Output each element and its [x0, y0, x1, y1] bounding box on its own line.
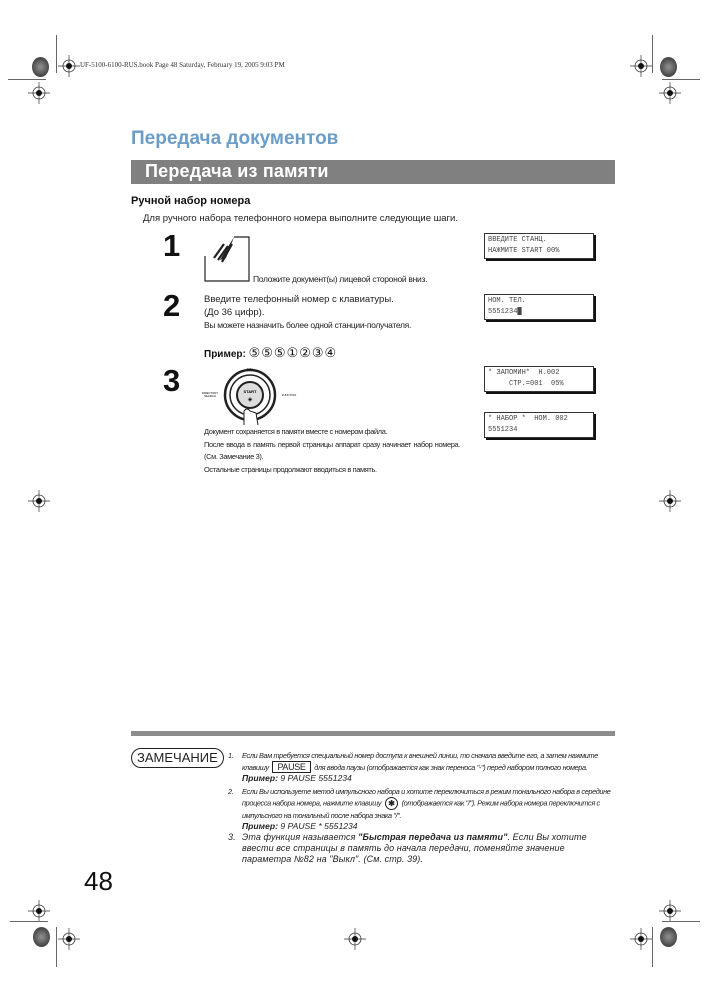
note-example — [242, 773, 616, 784]
lcd-line: ВВЕДИТЕ СТАНЦ. — [488, 236, 547, 244]
lcd-display — [484, 233, 594, 259]
section-title: Передача документов — [131, 128, 339, 149]
star-key-icon: ✱ — [385, 797, 398, 810]
lcd-display — [484, 366, 594, 392]
registration-mark-icon — [28, 900, 50, 922]
pause-key-icon: PAUSE — [272, 761, 310, 773]
registration-disc-icon — [33, 927, 50, 947]
lcd-line: 5551234 — [488, 426, 518, 434]
note-example — [242, 821, 616, 832]
svg-text:SEARCH: SEARCH — [204, 394, 216, 398]
note-item — [228, 832, 616, 865]
lcd-line: 5551234█ — [488, 308, 522, 316]
document-feed-icon — [204, 236, 250, 282]
example-label: Пример: — [242, 821, 278, 831]
note-item — [228, 786, 616, 832]
registration-mark-icon — [28, 82, 50, 104]
note-text: Если Вы используете метод импульсного набора и хотите переключиться в режим тонального набора в середине процесса набора номера, нажмите клавишу — [242, 787, 611, 808]
instruction-line: Документ сохраняется в памяти вместе с номером файла. — [204, 427, 388, 436]
page-number: 48 — [84, 866, 113, 896]
divider — [131, 731, 615, 736]
registration-mark-icon — [28, 490, 50, 512]
note-text: (отображается как "/"). Режим набора номера переключится с импульсного на тональный после набора знака "/". — [242, 798, 600, 820]
lcd-line: СТР.=001 05% — [488, 380, 564, 388]
note-text: Эта функция называется — [242, 832, 356, 842]
registration-mark-icon — [659, 900, 681, 922]
lcd-line: НАЖМИТЕ START 00% — [488, 247, 560, 255]
step-3-instruction — [204, 426, 460, 476]
lcd-display — [484, 294, 594, 320]
step-1-instruction: Положите документ(ы) лицевой стороной вниз. — [253, 274, 428, 284]
svg-text:START: START — [243, 389, 257, 394]
svg-text:DIAL: DIAL — [246, 367, 254, 371]
svg-text:◈: ◈ — [247, 397, 253, 403]
note-text: для ввода паузы (отображается как знак переноса "-") перед набором полного номера. — [314, 763, 588, 772]
start-button-icon — [200, 367, 300, 425]
print-header: UF-5100-6100-RUS.book Page 48 Saturday, February 19, 2005 9:03 PM — [80, 61, 285, 69]
lcd-line: НОМ. ТЕЛ. — [488, 297, 526, 305]
registration-disc-icon — [660, 57, 677, 77]
instruction-line: Введите телефонный номер с клавиатуры. — [204, 294, 394, 305]
registration-mark-icon — [58, 55, 80, 77]
svg-text:DIRECTORY: DIRECTORY — [201, 391, 219, 395]
example-keys — [204, 345, 337, 361]
procedure-intro: Для ручного набора телефонного номера выполните следующие шаги. — [143, 213, 458, 224]
registration-disc-icon — [32, 57, 49, 77]
step-2-instruction — [204, 294, 411, 332]
example-value: 9 PAUSE * 5551234 — [280, 821, 358, 831]
example-key-sequence: ⑤⑤⑤①②③④ — [248, 345, 338, 360]
note-list — [228, 750, 616, 865]
subsection-title: Передача из памяти — [145, 161, 329, 181]
lcd-line: * НАБОР * НОМ. 002 — [488, 415, 568, 423]
lcd-display — [484, 412, 594, 438]
instruction-line: После ввода в память первой страницы аппарат сразу начинает набор номера. (См. Замечание 3). — [204, 439, 460, 461]
registration-mark-icon — [630, 55, 652, 77]
note-badge: ЗАМЕЧАНИЕ — [131, 748, 224, 768]
registration-mark-icon — [344, 928, 366, 950]
example-value: 9 PAUSE 5551234 — [280, 773, 352, 783]
registration-mark-icon — [659, 82, 681, 104]
registration-mark-icon — [659, 490, 681, 512]
subsection-header — [131, 160, 615, 184]
instruction-line: Вы можете назначить более одной станции-получателя. — [204, 320, 412, 330]
note-item — [228, 750, 616, 784]
procedure-heading: Ручной набор номера — [131, 195, 251, 207]
svg-text:FUNCTION: FUNCTION — [281, 393, 297, 397]
note-number: 2. — [228, 787, 234, 796]
note-number: 1. — [228, 751, 234, 760]
example-label: Пример: — [204, 349, 246, 360]
registration-disc-icon — [660, 927, 677, 947]
note-number: 3. — [228, 832, 236, 842]
note-emphasis: "Быстрая передача из памяти" — [358, 832, 508, 842]
note-text: Если Вам требуется специальный номер доступа к внешней линии, то сначала введите его, а затем нажмите клавишу — [242, 751, 598, 772]
step-number: 3 — [163, 363, 181, 398]
step-number: 1 — [163, 228, 181, 263]
instruction-line: (До 36 цифр). — [204, 306, 265, 318]
registration-mark-icon — [630, 928, 652, 950]
lcd-line: * ЗАПОМИН* Н.002 — [488, 369, 560, 377]
registration-mark-icon — [58, 928, 80, 950]
example-label: Пример: — [242, 773, 278, 783]
step-number: 2 — [163, 288, 181, 323]
note-text: . Если Вы хотите ввести все страницы в память до начала передачи, поменяйте значение параметра №82 на "Выкл". (См. стр. 39). — [242, 832, 587, 864]
instruction-line: Остальные страницы продолжают вводиться в память. — [204, 464, 377, 474]
